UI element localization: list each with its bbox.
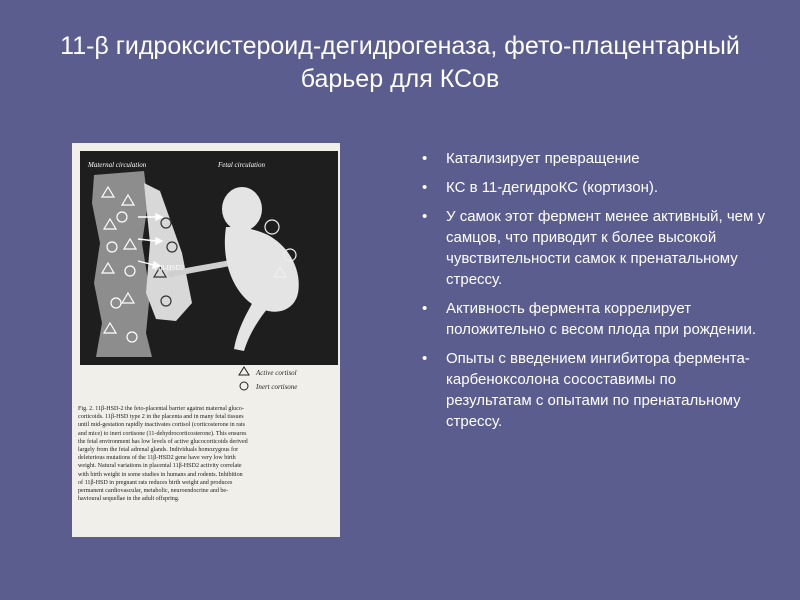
legend-inert-circle-icon: [240, 382, 248, 390]
caption-line: Fig. 2. 11β-HSD-2 the feto-placental barrier against maternal gluco-: [78, 406, 244, 412]
caption-line: weight. Natural variations in placental 11β-HSD2 activity correlate: [78, 463, 242, 470]
caption-line: permanent cardiovascular, metabolic, neuroendocrine and be-: [78, 488, 229, 495]
caption-line: havioural sequellae in the adult offspring.: [78, 496, 180, 503]
bullet-item: [420, 148, 765, 169]
maternal-circulation-label: Maternal circulation: [88, 161, 147, 169]
maternal-vessel: [92, 171, 152, 357]
diagram-illustration: [72, 143, 340, 403]
legend-inert-label: Inert cortisone: [256, 383, 298, 391]
bullet-marker: •: [422, 350, 428, 367]
bullet-item: [420, 177, 765, 198]
bullet-item: [420, 348, 765, 432]
caption-line: and mice) to inert cortisone (11-dehydrocorticosterone). This ensures: [78, 430, 247, 437]
enzyme-label: 11β-HSD2: [154, 264, 185, 272]
bullet-item: [420, 206, 765, 290]
bullet-list: [420, 148, 765, 440]
bullet-text: КС в 11-дегидроКС (кортизон).: [446, 179, 659, 196]
caption-line: deleterious mutations of the 11β-HSD2 gene have very low birth: [78, 455, 236, 462]
caption-line: largely from the fetal adrenal glands. Individuals homozygous for: [78, 447, 239, 454]
bullet-text: У самок этот фермент менее активный, чем у самцов, что приводит к более высокой чувствительности самок к пренатальному стрессу.: [446, 208, 765, 288]
caption-line: with birth weight in some studies in humans and rodents. Inhibition: [78, 471, 243, 478]
caption-line: until mid-gestation rapidly inactivates cortisol (corticosterone in rats: [78, 422, 246, 429]
caption-line: of 11β-HSD in pregnant rats reduces birth weight and produces: [78, 479, 233, 486]
bullet-marker: •: [422, 300, 428, 317]
legend-active-label: Active cortisol: [256, 369, 297, 377]
fetal-circulation-label: Fetal circulation: [218, 161, 265, 169]
bullet-marker: •: [422, 150, 428, 167]
slide-title: 11-β гидроксистероид-дегидрогеназа, фето-плацентарный барьер для КСов: [60, 32, 740, 93]
figure-panel: [72, 143, 340, 537]
bullet-text: Опыты с введением ингибитора фермента- карбеноксолона сосоставимы по результатам с опытами по пренатальному стрессу.: [446, 350, 750, 430]
legend-active-triangle-icon: [239, 367, 249, 375]
bullet-item: [420, 298, 765, 340]
bullet-marker: •: [422, 179, 428, 196]
bullet-text: Катализирует превращение: [446, 150, 640, 167]
caption-line: corticoids. 11β-HSD type 2 in the placenta and in many fetal tissues: [78, 414, 244, 421]
figure-caption: [78, 405, 336, 503]
caption-line: the fetal environment has low levels of active glucocorticoids derived: [78, 438, 248, 445]
bullet-marker: •: [422, 208, 428, 225]
bullet-text: Активность фермента коррелирует положительно с весом плода при рождении.: [446, 300, 757, 338]
